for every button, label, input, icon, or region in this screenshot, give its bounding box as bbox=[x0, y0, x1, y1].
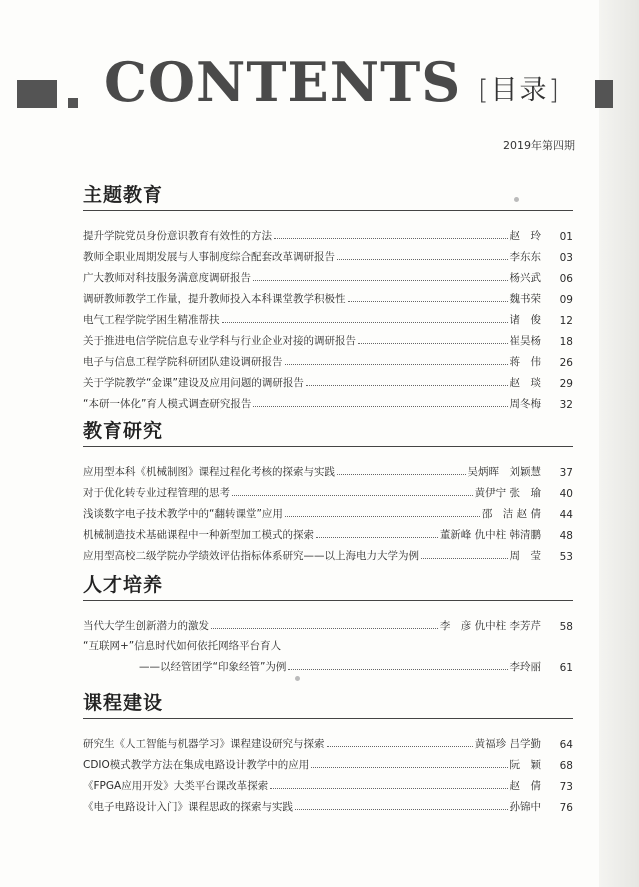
entry-title: 浅谈数字电子技术教学中的“翻转课堂”应用 bbox=[83, 508, 283, 521]
entry-page: 06 bbox=[559, 273, 573, 286]
toc-entry[interactable] bbox=[83, 348, 573, 369]
toc-entry[interactable] bbox=[83, 327, 573, 348]
leader-dots bbox=[327, 746, 473, 747]
entry-author: 阮 颖 bbox=[509, 759, 541, 772]
leader-dots bbox=[358, 343, 508, 344]
contents-title-cn: 目录 bbox=[490, 75, 549, 106]
header-decor-block bbox=[17, 80, 57, 108]
toc-entry[interactable] bbox=[83, 793, 573, 814]
entry-page: 01 bbox=[559, 231, 573, 244]
leader-dots bbox=[316, 537, 438, 538]
entry-title: “互联网+”信息时代如何依托网络平台育人 bbox=[83, 640, 282, 653]
leader-dots bbox=[337, 259, 508, 260]
toc-entry[interactable] bbox=[83, 772, 573, 793]
section-theme-education bbox=[83, 180, 573, 411]
toc-entry[interactable] bbox=[83, 369, 573, 390]
toc-entry[interactable] bbox=[83, 390, 573, 411]
leader-dots bbox=[253, 406, 507, 407]
entry-author: 邵 洁 赵 倩 bbox=[481, 508, 541, 521]
entry-author: 赵 玲 bbox=[509, 230, 541, 243]
toc-entry[interactable] bbox=[83, 479, 573, 500]
entry-page: 29 bbox=[559, 378, 573, 391]
entry-page: 68 bbox=[559, 760, 573, 773]
section-rule bbox=[83, 210, 573, 211]
entry-page: 09 bbox=[559, 294, 573, 307]
leader-dots bbox=[348, 301, 508, 302]
entry-page: 48 bbox=[559, 530, 573, 543]
leader-dots bbox=[270, 788, 507, 789]
bracket-right: ] bbox=[548, 75, 562, 106]
toc-entry[interactable] bbox=[83, 612, 573, 633]
section-title: 主题教育 bbox=[83, 184, 164, 206]
leader-dots bbox=[421, 558, 508, 559]
toc-entry[interactable] bbox=[83, 285, 573, 306]
entry-title: 教师全职业周期发展与人事制度综合配套改革调研报告 bbox=[83, 251, 335, 264]
entry-title: CDIO模式教学方法在集成电路设计教学中的应用 bbox=[83, 759, 310, 772]
entry-page: 73 bbox=[559, 781, 573, 794]
print-speck bbox=[295, 676, 300, 681]
leader-dots bbox=[232, 495, 473, 496]
toc-entry[interactable] bbox=[83, 458, 573, 479]
entry-title: 《电子电路设计入门》课程思政的探索与实践 bbox=[83, 801, 293, 814]
entry-title: 调研教师教学工作量，提升教师投入本科课堂教学积极性 bbox=[83, 293, 346, 306]
leader-dots bbox=[222, 322, 508, 323]
entry-title: 应用型高校二级学院办学绩效评估指标体系研究——以上海电力大学为例 bbox=[83, 550, 419, 563]
header-decor-dot bbox=[68, 98, 78, 108]
toc-entry[interactable] bbox=[83, 542, 573, 563]
toc-entry[interactable] bbox=[83, 751, 573, 772]
contents-title-cn-wrap bbox=[478, 68, 561, 107]
entry-author: 周冬梅 bbox=[509, 398, 541, 411]
entry-page: 76 bbox=[559, 802, 573, 815]
toc-entry[interactable] bbox=[83, 730, 573, 751]
toc-entry[interactable] bbox=[83, 500, 573, 521]
section-rule bbox=[83, 600, 573, 601]
entry-subtitle: ——以经管团学“印象经管”为例 bbox=[139, 661, 287, 674]
entry-page: 44 bbox=[559, 509, 573, 522]
entry-title: 机械制造技术基础课程中一种新型加工模式的探索 bbox=[83, 529, 314, 542]
entry-author: 诸 俊 bbox=[509, 314, 541, 327]
entry-page: 12 bbox=[559, 315, 573, 328]
entry-page: 40 bbox=[559, 488, 573, 501]
entry-author: 李玲丽 bbox=[509, 661, 541, 674]
entry-author: 崔昊杨 bbox=[509, 335, 541, 348]
section-education-research bbox=[83, 416, 573, 563]
section-title: 课程建设 bbox=[83, 692, 164, 714]
section-title: 人才培养 bbox=[83, 574, 164, 596]
entry-author: 赵 琰 bbox=[509, 377, 541, 390]
entry-page: 26 bbox=[559, 357, 573, 370]
entry-page: 53 bbox=[559, 551, 573, 564]
entry-title: 关于推进电信学院信息专业学科与行业企业对接的调研报告 bbox=[83, 335, 356, 348]
leader-dots bbox=[274, 238, 508, 239]
leader-dots bbox=[306, 385, 508, 386]
leader-dots bbox=[253, 280, 508, 281]
leader-dots bbox=[285, 364, 508, 365]
toc-entry[interactable] bbox=[83, 264, 573, 285]
entry-author: 李 彦 仇中柱 李芳芹 bbox=[439, 620, 541, 633]
entry-author: 黄福珍 吕学勤 bbox=[474, 738, 541, 751]
toc-entry[interactable] bbox=[83, 633, 573, 674]
entry-title: 提升学院党员身份意识教育有效性的方法 bbox=[83, 230, 272, 243]
toc-entry[interactable] bbox=[83, 521, 573, 542]
entry-author: 董新峰 仇中柱 韩清鹏 bbox=[439, 529, 541, 542]
entry-page: 61 bbox=[559, 662, 573, 675]
entry-title: 电子与信息工程学院科研团队建设调研报告 bbox=[83, 356, 283, 369]
entry-title: 电气工程学院学困生精准帮扶 bbox=[83, 314, 220, 327]
entry-title: 当代大学生创新潜力的激发 bbox=[83, 620, 209, 633]
entry-page: 32 bbox=[559, 399, 573, 412]
leader-dots bbox=[295, 809, 508, 810]
entry-author: 魏书荣 bbox=[509, 293, 541, 306]
entry-page: 58 bbox=[559, 621, 573, 634]
entry-author: 吴炳晖 刘颖慧 bbox=[467, 466, 541, 479]
leader-dots bbox=[285, 516, 480, 517]
leader-dots bbox=[211, 628, 438, 629]
entry-author: 李东东 bbox=[509, 251, 541, 264]
entry-page: 18 bbox=[559, 336, 573, 349]
page-edge-shadow bbox=[599, 0, 639, 887]
issue-label: 2019年第四期 bbox=[503, 139, 575, 152]
entry-title: “本研一体化”育人模式调查研究报告 bbox=[83, 398, 252, 411]
entry-title: 《FPGA应用开发》大类平台课改革探索 bbox=[83, 780, 269, 793]
leader-dots bbox=[288, 669, 507, 670]
entry-title: 关于学院教学“金课”建设及应用问题的调研报告 bbox=[83, 377, 304, 390]
entry-author: 蒋 伟 bbox=[509, 356, 541, 369]
entry-title: 对于优化转专业过程管理的思考 bbox=[83, 487, 230, 500]
entry-author: 周 莹 bbox=[509, 550, 541, 563]
section-rule bbox=[83, 718, 573, 719]
section-talent-cultivation bbox=[83, 570, 573, 674]
print-speck bbox=[514, 197, 519, 202]
entry-author: 黄伊宁 张 瑜 bbox=[474, 487, 541, 500]
toc-entry[interactable] bbox=[83, 243, 573, 264]
entry-author: 孙锦中 bbox=[509, 801, 541, 814]
entry-title: 广大教师对科技服务满意度调研报告 bbox=[83, 272, 251, 285]
section-title: 教育研究 bbox=[83, 420, 164, 442]
header-decor-bar bbox=[595, 80, 613, 108]
toc-entry[interactable] bbox=[83, 306, 573, 327]
entry-page: 03 bbox=[559, 252, 573, 265]
section-course-building bbox=[83, 688, 573, 814]
leader-dots bbox=[337, 474, 466, 475]
toc-entry[interactable] bbox=[83, 222, 573, 243]
leader-dots bbox=[311, 767, 507, 768]
section-rule bbox=[83, 446, 573, 447]
entry-title: 研究生《人工智能与机器学习》课程建设研究与探索 bbox=[83, 738, 325, 751]
entry-author: 赵 倩 bbox=[509, 780, 541, 793]
contents-title: CONTENTS bbox=[104, 50, 462, 114]
entry-author: 杨兴武 bbox=[509, 272, 541, 285]
entry-title: 应用型本科《机械制图》课程过程化考核的探索与实践 bbox=[83, 466, 335, 479]
bracket-left: [ bbox=[478, 75, 491, 106]
entry-page: 37 bbox=[559, 467, 573, 480]
entry-page: 64 bbox=[559, 739, 573, 752]
